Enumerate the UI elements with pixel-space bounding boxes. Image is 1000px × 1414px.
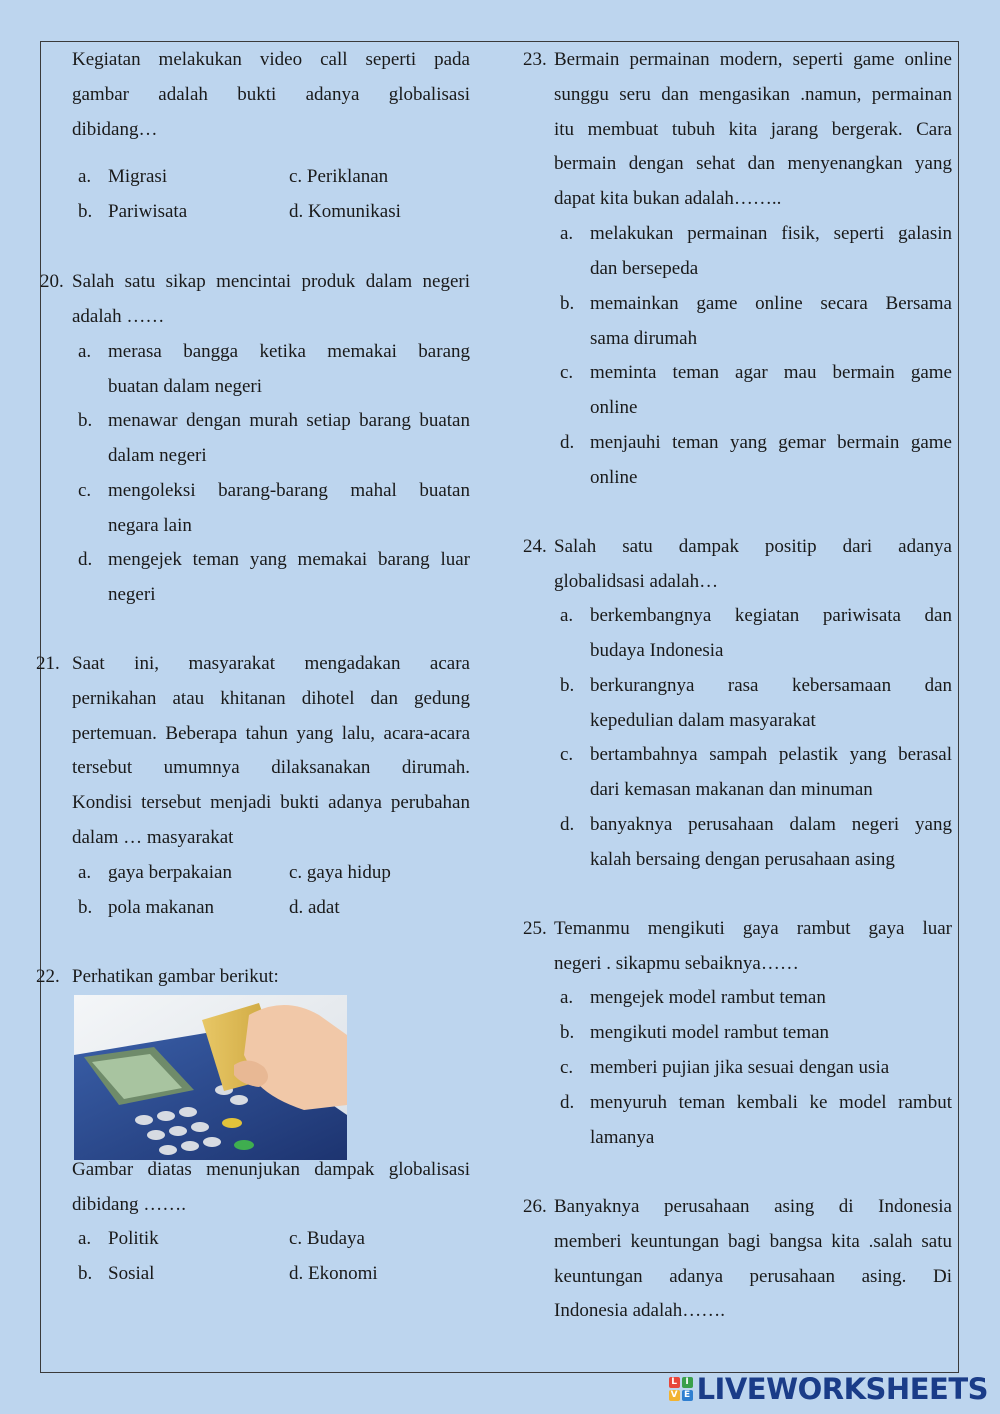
q22-option-b[interactable]: Sosial xyxy=(108,1263,155,1284)
q21-option-a[interactable]: gaya berpakaian xyxy=(108,862,232,883)
q23-line: Bermain permainan modern, seperti game online xyxy=(554,49,952,70)
q25-option-d[interactable] xyxy=(590,1086,952,1156)
q25-option-d-line: menyuruh teman kembali ke model rambut xyxy=(590,1092,952,1113)
q23-option-c-line: meminta teman agar mau bermain game xyxy=(590,362,952,383)
q22-option-a-letter: a. xyxy=(78,1228,92,1249)
q26-line: keuntungan adanya perusahaan asing. Di xyxy=(554,1265,952,1287)
logo-mark-letter: I xyxy=(682,1377,693,1388)
q20-stem xyxy=(72,265,470,335)
q25-option-b-letter: b. xyxy=(560,1022,575,1043)
q20-option-a-line: buatan dalam negeri xyxy=(108,375,263,397)
q21-line: tersebut umumnya dilaksanakan dirumah. xyxy=(72,757,470,779)
q21-line: pertemuan. Beberapa tahun yang lalu, acara-acara xyxy=(72,722,470,744)
q22-option-a[interactable]: Politik xyxy=(108,1228,159,1249)
q24-option-c-line: bertambahnya sampah pelastik yang berasal xyxy=(590,744,952,765)
q20-option-d-letter: d. xyxy=(78,549,93,570)
q21-number: 21. xyxy=(36,653,60,674)
q22-option-c[interactable]: c. Budaya xyxy=(289,1228,365,1249)
q23-line: dapat kita bukan adalah…….. xyxy=(554,188,782,210)
q24-option-a-line: berkembangnya kegiatan pariwisata dan xyxy=(590,605,952,626)
q24-number: 24. xyxy=(523,536,547,557)
q20-line: Salah satu sikap mencintai produk dalam negeri xyxy=(72,271,470,292)
q21-line: Saat ini, masyarakat mengadakan acara xyxy=(72,653,470,674)
q20-option-c[interactable] xyxy=(108,474,470,544)
q21-option-a-letter: a. xyxy=(78,862,92,883)
logo-mark-letter: L xyxy=(669,1377,680,1388)
q24-option-a[interactable] xyxy=(590,599,952,669)
liveworksheets-logo-mark xyxy=(669,1377,693,1401)
q24-option-d-line: banyaknya perusahaan dalam negeri yang xyxy=(590,814,952,835)
q25-option-b[interactable]: mengikuti model rambut teman xyxy=(590,1022,830,1043)
q21-line: dalam … masyarakat xyxy=(72,826,234,848)
q19-stem xyxy=(72,43,470,147)
q20-option-a-letter: a. xyxy=(78,341,92,362)
q22-option-b-letter: b. xyxy=(78,1263,93,1284)
q24-option-c[interactable] xyxy=(590,738,952,808)
q23-number: 23. xyxy=(523,49,547,70)
q24-option-b-line: berkurangnya rasa kebersamaan dan xyxy=(590,675,952,696)
q24-line: Salah satu dampak positip dari adanya xyxy=(554,536,952,557)
q21-line: pernikahan atau khitanan dihotel dan gedung xyxy=(72,687,470,709)
q24-option-b-letter: b. xyxy=(560,675,575,696)
q19-option-b[interactable]: Pariwisata xyxy=(108,201,188,222)
q23-option-d-line: online xyxy=(590,466,638,488)
q20-option-b-letter: b. xyxy=(78,410,93,431)
q23-stem xyxy=(554,43,952,217)
q22-option-d[interactable]: d. Ekonomi xyxy=(289,1263,378,1284)
q24-option-c-line: dari kemasan makanan dan minuman xyxy=(590,778,873,800)
q23-option-a[interactable] xyxy=(590,217,952,287)
q24-option-c-letter: c. xyxy=(560,744,574,765)
q20-option-d[interactable] xyxy=(108,543,470,613)
q24-option-d-letter: d. xyxy=(560,814,575,835)
q25-line: negeri . sikapmu sebaiknya…… xyxy=(554,952,799,974)
q20-option-b-line: dalam negeri xyxy=(108,444,207,466)
q25-option-d-letter: d. xyxy=(560,1092,575,1113)
q19-option-a-letter: a. xyxy=(78,166,92,187)
q25-line: Temanmu mengikuti gaya rambut gaya luar xyxy=(554,918,952,939)
q24-option-b[interactable] xyxy=(590,669,952,739)
q20-option-d-line: mengejek teman yang memakai barang luar xyxy=(108,549,470,570)
q22-intro: Perhatikan gambar berikut: xyxy=(72,966,279,987)
q23-option-a-line: dan bersepeda xyxy=(590,257,699,279)
q22-number: 22. xyxy=(36,966,60,987)
q23-option-a-letter: a. xyxy=(560,223,574,244)
q24-stem xyxy=(554,530,952,600)
q22-line: dibidang ……. xyxy=(72,1193,186,1215)
q19-option-d[interactable]: d. Komunikasi xyxy=(289,201,401,222)
q22-line: Gambar diatas menunjukan dampak globalisasi xyxy=(72,1159,470,1180)
q21-option-b[interactable]: pola makanan xyxy=(108,897,215,918)
q21-option-b-letter: b. xyxy=(78,897,93,918)
q23-line: itu membuat tubuh kita jarang bergerak. Cara xyxy=(554,118,952,140)
credit-card-terminal-image xyxy=(74,995,347,1160)
q23-option-d[interactable] xyxy=(590,426,952,496)
q26-number: 26. xyxy=(523,1196,547,1217)
q23-option-c-letter: c. xyxy=(560,362,574,383)
q25-option-a-letter: a. xyxy=(560,987,574,1008)
card-terminal-illustration xyxy=(74,995,347,1160)
q19-option-c[interactable]: c. Periklanan xyxy=(289,166,389,187)
q20-line: adalah …… xyxy=(72,305,165,327)
q23-option-c-line: online xyxy=(590,396,638,418)
q23-option-b-line: sama dirumah xyxy=(590,327,698,349)
q25-option-d-line: lamanya xyxy=(590,1126,655,1148)
q20-option-c-line: negara lain xyxy=(108,514,192,536)
q24-option-d-line: kalah bersaing dengan perusahaan asing xyxy=(590,848,895,870)
q24-option-a-letter: a. xyxy=(560,605,574,626)
q25-option-c-letter: c. xyxy=(560,1057,574,1078)
q20-option-d-line: negeri xyxy=(108,583,156,605)
q23-line: sunggu seru dan mengasikan .namun, permainan xyxy=(554,83,952,105)
q24-option-a-line: budaya Indonesia xyxy=(590,639,724,661)
q23-option-a-line: melakukan permainan fisik, seperti galasin xyxy=(590,223,952,244)
q19-option-a[interactable]: Migrasi xyxy=(108,166,168,187)
q20-option-a-line: merasa bangga ketika memakai barang xyxy=(108,341,470,362)
liveworksheets-wordmark: LIVEWORKSHEETS xyxy=(696,1372,988,1406)
q24-line: globalidsasi adalah… xyxy=(554,570,719,592)
q21-stem xyxy=(72,647,470,856)
q24-option-b-line: kepedulian dalam masyarakat xyxy=(590,709,816,731)
q23-option-d-letter: d. xyxy=(560,432,575,453)
q22-stem xyxy=(72,1153,470,1223)
q23-option-b-line: memainkan game online secara Bersama xyxy=(590,293,952,314)
q23-line: bermain dengan sehat dan menyenangkan yang xyxy=(554,153,952,175)
q21-option-d[interactable]: d. adat xyxy=(289,897,340,918)
logo-mark-letter: V xyxy=(669,1390,680,1401)
q23-option-b[interactable] xyxy=(590,287,952,357)
q21-line: Kondisi tersebut menjadi bukti adanya perubahan xyxy=(72,792,470,814)
q23-option-c[interactable] xyxy=(590,356,952,426)
q26-line: memberi keuntungan bagi bangsa kita .salah satu xyxy=(554,1230,952,1252)
q26-line: Banyaknya perusahaan asing di Indonesia xyxy=(554,1196,952,1217)
q25-option-a[interactable]: mengejek model rambut teman xyxy=(590,987,826,1008)
q20-option-a[interactable] xyxy=(108,335,470,405)
q25-number: 25. xyxy=(523,918,547,939)
q21-option-c[interactable]: c. gaya hidup xyxy=(289,862,391,883)
q20-option-b-line: menawar dengan murah setiap barang buatan xyxy=(108,410,470,431)
q20-number: 20. xyxy=(40,271,64,292)
q24-option-d[interactable] xyxy=(590,808,952,878)
q20-option-c-line: mengoleksi barang-barang mahal buatan xyxy=(108,480,470,501)
q25-option-c[interactable]: memberi pujian jika sesuai dengan usia xyxy=(590,1057,890,1078)
q26-line: Indonesia adalah……. xyxy=(554,1300,725,1322)
q26-stem xyxy=(554,1190,952,1329)
q20-option-c-letter: c. xyxy=(78,480,92,501)
q23-option-b-letter: b. xyxy=(560,293,575,314)
q19-option-b-letter: b. xyxy=(78,201,93,222)
q19-line: dibidang… xyxy=(72,118,158,140)
q19-line: gambar adalah bukti adanya globalisasi xyxy=(72,83,470,105)
liveworksheets-logo[interactable] xyxy=(669,1372,988,1406)
q23-option-d-line: menjauhi teman yang gemar bermain game xyxy=(590,432,952,453)
q25-stem xyxy=(554,912,952,982)
logo-mark-letter: E xyxy=(682,1390,693,1401)
q20-option-b[interactable] xyxy=(108,404,470,474)
q19-line: Kegiatan melakukan video call seperti pada xyxy=(72,49,470,70)
